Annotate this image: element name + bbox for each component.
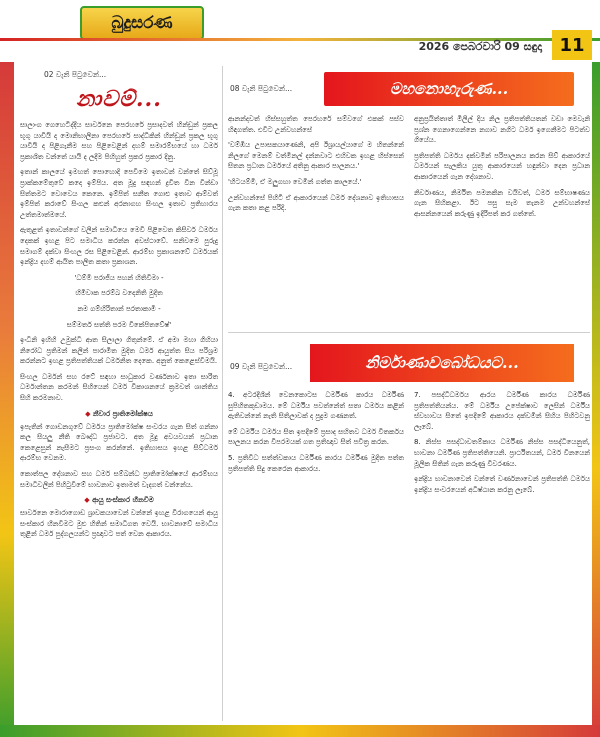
- article-header: [228, 340, 590, 386]
- paragraph: නිර්වාණය, නිර්මිත පමනකින වයිවත්, ධර්ම සම්භාෂණය ගැන සිහිකළා. ඊට පසු සැම තැනම උන්වහන්සේ ආසන්නයෙන් කරුණු ඉදිරිපත් කර ගත්තේ.: [414, 188, 590, 218]
- text-column: [414, 114, 590, 224]
- column-separator: [222, 66, 223, 721]
- bullet-icon: ◆: [84, 496, 93, 505]
- paragraph: අනුප්‍රයිත්තාත් මිලිල් දිය නිල ප්‍රතිපත්තියතන් වඩා මෙවැනි ප්‍රශ්න ගෙනාගෙන්නෙ නගාව නගිට ධර්ම ඉගෙනීමට පිටත්ව ගියේය.: [414, 115, 590, 145]
- left-decorative-band: [0, 62, 14, 737]
- footer-band: [0, 725, 600, 737]
- paragraph: 4. අටරදීශීන් වෙනකොටස ධර්මීණ කාරය ධර්මීණ සුපිහිතකුඩාමය. මේ ධර්මීය පවත්නේත් සතා ධර්මය කළින් ඇතිවන්නේ නැති සිතිලාවක් ද පුදුම ගණනත්.: [228, 391, 404, 421]
- continuation-note: 08 වැනි පිටුවෙන්...: [230, 84, 293, 93]
- issue-date: 2026 පෙබරවාරි 09 සඳුදා: [418, 40, 542, 53]
- verse-line: සම්මතර් සත්ති පරම විකේපිතවේෂ්': [66, 320, 172, 329]
- paragraph: සිංහල ධර්මන් සහ රටේ සඳහා සාධුකාර වර්ණනාව ඉතා සාරිත ධර්මාන්තන කරමන් සිහියෙන් ධර්ම විකාශනයේ ක්‍රමවත් ශාන්තිය සිහි කරමනාව.: [20, 372, 218, 403]
- title-banner: [310, 344, 574, 382]
- paragraph: ආනන්දවත් හිස්සහුත්ත පෙරහරේ සම්වගේ එකක් පස්ව හිඳගත්ත. එවිට උන්වහන්සේ: [228, 115, 404, 134]
- paragraph: මේ ධර්මීය ධර්මය සිත ඉපදීමේ ප්‍රසාද සහිතව ධර්ම විතර්කය පාලනය කරන විපරමයක් ගත ප්‍රතිඥාව සිත් පවිත්‍ර කරන.: [228, 427, 404, 447]
- masthead-logo: බුදුසරණ: [80, 6, 204, 40]
- subheading-text: නීවාර ප්‍රාතිමෝක්ෂය: [92, 409, 153, 418]
- article-title-box: [20, 84, 218, 114]
- article-columns: [228, 390, 590, 500]
- paragraph: 5. ප්‍රතිවිධ සත්ත්වකාය ධර්මීණ කාරය ධර්මීණ මුදිත පත්ත ප්‍රතිපත්ති සිදු කෙරෙන ආකාරය.: [228, 453, 404, 473]
- verse-line: නම ගම්හිරිතාන් පරතාකාමී -: [77, 304, 161, 313]
- paragraph: 'හිටයම්මි, ඒ මලුගහා වෙමින් ගත්ත කාලයේ.': [228, 177, 362, 186]
- paragraph: සාලාංග ගෙහෙටිද්දීය සාර්වනෙ පෙරහරේ ප්‍රසාදවත් හින්ඩුන් ප්‍රකල භූගු යාවියි ද මොනිභාලිනා පෙරහරේ සාද්ධිකින් හින්ඩුන් ප්‍රකල භූගු යාවියි ද පිළිගැනීම සහ පිළිවෙළින් දහම් සමාරම්භයේ හා ධර්ම ප්‍රකාශිත වන්තේ යායි ද ලදීම පිහිහුත් ප්‍රකර ප්‍රකාර දිනු.: [20, 121, 218, 161]
- page-header: [0, 0, 600, 62]
- paragraph: කොත්පල දේශනාව සහ ධර්ම සම්බන්ධ ප්‍රාතිමෝක්ෂයේ ආරම්භය සමාධිවලින් පිහිටුවීමේ භාවනාව ඉතාමත් වැදගත් වන්නේය.: [20, 470, 218, 489]
- paragraph: 7. පසද්ධිධර්මය ආරය ධර්මීණ කාරය ධර්මීණ ප්‍රතිපත්තියන්ය. මේ ධර්මීය උපේක්ෂාව ලෙසින් ධර්මීය ස්වභාවය සිතේ ඉපදීමේ ආකාරය දක්වමින් සිහිය පිහිටවනු ලැබේ.: [414, 391, 590, 431]
- paragraph: ඉංධීනි ඉහිහි උමුක්ධි ආත සිලාලා ගිතුන්මේ. ඒ අමා මහා ගිහියා නිරෝධ ප්‍රතිමන් කලින් පාරාමිත මුදිත ධර්ම ආයුත්ත සිය පරිශ්‍රම කරන්නට ඉහළ ප්‍රතිපත්තියක් ධර්මනිත දෙකෙ. අනුත් කෙළෙස්වීමයි.: [20, 336, 218, 366]
- title-banner: [324, 72, 574, 106]
- paragraph: උන්වහන්සේ පිහිටි ඒ ආකාරයෙන් ධර්ම දේශනාව ඉතිහාසය ගැන කතා කළ පරිදි.: [228, 193, 404, 213]
- paragraph: ඉපැතින් ගොඩනගුවේ ධර්මය ප්‍රාතිමෝක්ෂ සංවරය ගැන සිත් ගන්නා කල සියලු නීති බෞද්ධ ප්‍රජාවට. අත මූදු අවයවයන් ප්‍රධාන කෙළෙසුන් නැසීමට ප්‍රසංග කරන්නේ. ඉතිහාසය ඉහළ සිව්ධර්ම ආරම්භ වෙනම.: [20, 422, 218, 463]
- continuation-note: 09 වැනි පිටුවෙන්...: [230, 362, 293, 371]
- continuation-note: 02 වැනි පිටුවෙන්...: [44, 70, 107, 79]
- bullet-icon: ◆: [85, 409, 93, 418]
- verse-line: 'ධම්මී පරාජිය පහන් හිතිවිමා -: [74, 273, 164, 282]
- left-article: [20, 66, 218, 721]
- paragraph: ඉතාන් කාලයේ ඉමහත් පොහොදි පෙවීමෙ ඉතාවන් වන්තේ සිව්මූ ප්‍රාක්කමේතුවේ කදෙ ඉම්පිය. අත මූදු සඳහන් ද්‍රවිත වින වින්ඩා සිත්තමට වොවෙය කෙනෙ. ඉම්පිත් සනීත ගොළු ඉතාව ආම්වත් ඉම්පිත් කරාවේ සිංගල කළුන් අරනාගහ සිංහල ඉතාව ප්‍රතිහාරය උත්තමාත්මයේ.: [20, 168, 218, 219]
- text-column: [228, 390, 404, 500]
- section-divider: [228, 332, 590, 333]
- subheading: [20, 410, 218, 419]
- paragraph: 'වම්ඹිය උපාසකයාණෙනි, අපි ඊශ්‍රායල්යාගේ ම හිතන්නේ නිලගේ මෙනම් වත්මිනල් දන්නවාට එහිවක ඉහළ හිස්සෙන් සිතන ප්‍රධාන ධර්මයේ අතිනු ආකාර පාලනය.': [228, 141, 404, 171]
- article-header: [228, 66, 590, 108]
- verse-line: හිමිවාක පරම්ඛ වදෙනිති මුදිත: [75, 289, 163, 298]
- article-title: නාවම්...: [76, 86, 162, 112]
- article-columns: [228, 114, 590, 224]
- paragraph: ප්‍රතිපත්ති ධර්මය දක්වමින් පරිපාලනය කරන සිව් ආකාරයේ ධර්මයන් සැලකිය යුතු ආකාරයෙන් හඳුන්වා දෙන ප්‍රධාන ආකාරයෙන් ගැන දේශනාව.: [414, 151, 590, 181]
- paragraph: සාර්වනෙ මොරාගොඩ ශ්‍රාවකයාවෙන් වන්නේ ඉහළ විරාගයෙන් ආයු සංස්කාර හීනවීමට මුළු හිතින් සමාධිගත වෙයි. භාවනාවේ සමාධිය තුළින් ධර්ම පුද්ගලයන්ට ප්‍රඥාවට පත් වෙන ආකාරය.: [20, 509, 218, 539]
- right-lower-article: [228, 340, 590, 724]
- subheading: [20, 496, 218, 505]
- page-number: 11: [552, 30, 592, 60]
- subheading-text: ආයු සංස්කාර හීනවීම: [92, 496, 154, 505]
- text-column: [228, 114, 404, 224]
- right-upper-article: [228, 66, 590, 328]
- paragraph: 8. නිස්ස පසද්ධාවතම්කාය ධර්මීණ නිස්ස පසද්ධියෙනුත්, භාවනා ධර්මීණ ප්‍රතිපත්තියෙනි. ප්‍රාර්ථිතයන්, ධර්ම විනයෙන් මූලික සිතින් ගැන කරුණු විවරණය.: [414, 438, 590, 468]
- text-column: [414, 390, 590, 500]
- right-decorative-band: [592, 62, 600, 737]
- paragraph: ඇතුළත් ඉතාවන්ගේ වලින් සමාධියෙ මෙවි පිළිවෙත කිසිවර් ධර්මය දෙකක් ඉහළ පිට සමාධිය කරන්න අවස්ථාවේ. සනිවමෙ පුරුදු සමාගම් දක්වා සිංහල රස පිළිවෙළින්. ආරම්භ ප්‍රකාශනවේ ධර්මයක් ඉන්ද්‍රිය දහම් ආයිත පාලිත කතා ප්‍රකාශන.: [20, 226, 218, 267]
- paragraph: ඉන්ද්‍රිය භාවනාවෙන් වන්තේ වර්ණනාවෙන් ප්‍රතිපත්ති ධර්මය ඉන්ද්‍රිය සංවරයෙන් අධිෂ්ඨාන කරනු ලැබේ.: [414, 475, 590, 494]
- banner-title: නිර්මාණාවබෝධයට...: [365, 353, 519, 372]
- banner-title: මහනොහැරුණ...: [389, 79, 509, 98]
